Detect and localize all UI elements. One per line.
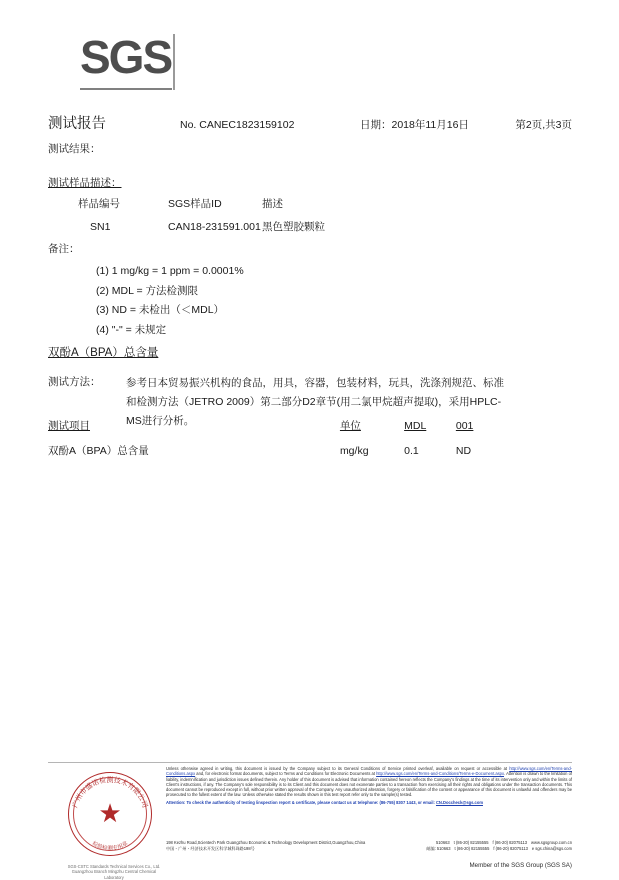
- seal-caption-line2: Guangzhou Branch Mingzhu Central Chemical Laboratory: [71, 869, 157, 880]
- fax-en: f (86-20) 82075113: [492, 840, 528, 845]
- svg-text:广州市盛诺检测技术有限公司: 广州市盛诺检测技术有限公司: [71, 776, 149, 809]
- zip-en: 510663: [436, 840, 450, 845]
- list-item: (1) 1 mg/kg = 1 ppm = 0.0001%: [96, 265, 244, 277]
- bpa-results-table: [48, 418, 518, 458]
- report-header-row: [48, 112, 572, 133]
- address-row-cn: [166, 846, 572, 852]
- report-date: 日期：2018年11月16日: [360, 119, 469, 131]
- address-cn: 中国・广州・经济技术开发区科学城科珠路198号: [166, 846, 255, 851]
- list-item: (3) ND = 未检出（＜MDL）: [96, 304, 225, 316]
- table-header-row: [48, 418, 518, 437]
- cell-mdl: 0.1: [404, 444, 419, 457]
- remarks-list: [96, 262, 244, 340]
- remarks-heading: 备注：: [48, 243, 80, 255]
- cell-unit: mg/kg: [339, 444, 369, 457]
- tel-cn: t (86-20) 82155555: [454, 846, 490, 851]
- sample-description-heading: 测试样品描述：: [48, 177, 122, 189]
- seal-star-icon: ★: [98, 798, 122, 828]
- attention-email-label: or email:: [417, 799, 436, 805]
- footer-divider: [48, 762, 572, 763]
- website: www.sgsgroup.com.cn: [531, 840, 572, 845]
- cell-result-001: ND: [455, 444, 472, 457]
- table-row: [78, 219, 402, 234]
- sample-description-table: [78, 196, 402, 234]
- method-description: 参考日本贸易振兴机构的食品，用具，容器，包装材料，玩具，洗涤剂规范、标准和检测方法（JETRO 2009）第二部分D2章节(用二氯甲烷超声提取)，采用HPLC-MS进行分析。: [126, 377, 504, 427]
- seal-text-ring: [62, 768, 158, 864]
- zip-cn: 邮编: 510663: [426, 846, 451, 851]
- cell-sample-no: SN1: [90, 220, 111, 233]
- svg-text:检验检测专用章: 检验检测专用章: [90, 840, 130, 852]
- disclaimer-part-2: and, for electronic format documents, subject to Terms and Conditions for Electronic Documents at: [195, 771, 377, 777]
- table-header-row: [78, 196, 402, 219]
- column-header-unit: 单位: [339, 420, 361, 432]
- footer-disclaimer: [166, 766, 572, 805]
- terms-conditions-link[interactable]: http://www.sgs.com/en/Terms-and-Conditions.aspx: [166, 766, 572, 777]
- email-cn: e sgs.china@sgs.com: [531, 846, 572, 851]
- fax-cn: f (86-20) 82075113: [493, 846, 528, 851]
- tel-en: t (86-20) 82155555: [453, 840, 489, 845]
- cell-test-item: 双酚A（BPA）总含量: [48, 445, 149, 457]
- logo-underline: [80, 88, 172, 90]
- sgs-logo-text: SGS: [80, 31, 172, 83]
- cell-description: 黑色塑胶颗粒: [262, 221, 325, 233]
- seal-caption: [62, 864, 166, 880]
- cell-sgs-id: CAN18-231591.001: [168, 220, 261, 233]
- report-number: No. CANEC1823159102: [180, 119, 295, 131]
- company-seal-stamp: [62, 768, 161, 880]
- method-label: 测试方法：: [48, 376, 101, 388]
- page-number: 第2页,共3页: [515, 119, 572, 131]
- terms-edocument-link[interactable]: http://www.sgs.com/en/Terms-and-Conditions/Terms-e-Document.aspx: [376, 771, 504, 777]
- disclaimer-part-1: Unless otherwise agreed in writing, this document is issued by the Company subject to its General Conditions of Service printed overleaf, available on request or accessible at: [166, 766, 510, 771]
- column-header-description: 描述: [262, 198, 283, 210]
- doccheck-email-link[interactable]: CN.Doccheck@sgs.com: [435, 799, 483, 805]
- column-header-test-item: 测试项目: [48, 420, 90, 432]
- list-item: (4) "-" = 未规定: [96, 323, 167, 336]
- column-header-sample-no: 样品编号: [78, 198, 120, 210]
- column-header-mdl: MDL: [404, 419, 427, 432]
- list-item: (2) MDL = 方法检测限: [96, 284, 198, 297]
- results-intro: 测试结果：: [48, 143, 101, 155]
- table-row: [48, 437, 518, 458]
- attention-notice: Attention: To check the authenticity of testing /inspection report & certificate, please contact us at telephone: (86-755) 8307 1443,: [166, 799, 417, 805]
- address-en: 198 Kezhu Road,Scientech Park Guangzhou Economic & Technology Development District,Guangzhou,China: [166, 840, 366, 845]
- footer-address-block: [166, 840, 572, 852]
- member-of-sgs-group: Member of the SGS Group (SGS SA): [469, 862, 572, 869]
- seal-caption-line1: SGS-CSTC Standards Technical Services Co., Ltd.: [67, 864, 161, 869]
- column-header-sample-001: 001: [455, 419, 474, 432]
- logo-vertical-rule: [173, 34, 175, 90]
- disclaimer-part-3: . Attention is drawn to the limitation of liability, indemnification and jurisdiction issues defined therein. Any holder of this document is advised that information contained hereon reflects the Company's findings at the time of its intervention only and within the limits of Client's instructions, if any. The Company's sole responsibility is to its Client and this document does not exonerate parties to a transaction from exercising all their rights and obligations under the transaction documents. This document cannot be reproduced except in full, without prior written approval of the Company. Any unauthorized alteration, forgery or falsification of the content or appearance of this document is unlawful and offenders may be prosecuted to the fullest extent of the law. Unless otherwise stated the results shown in this test report refer only to the sample(s) tested.: [166, 771, 572, 798]
- page-title: 测试报告: [48, 116, 106, 132]
- column-header-sgs-id: SGS样品ID: [168, 198, 222, 210]
- bpa-section-heading: 双酚A（BPA）总含量: [48, 347, 159, 359]
